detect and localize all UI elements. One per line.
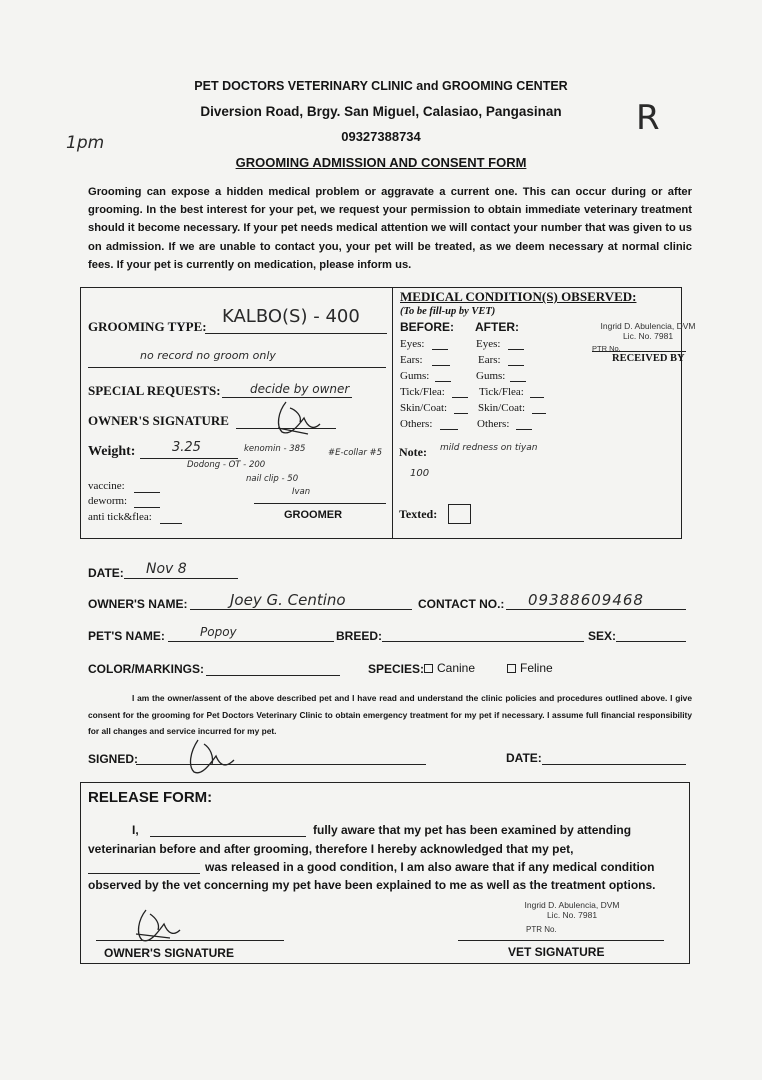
owner-name-line <box>190 609 412 610</box>
owner-signature-label: OWNER'S SIGNATURE <box>88 413 229 428</box>
release-pet-line <box>88 873 200 874</box>
weight-value[interactable]: 3.25 <box>172 440 201 455</box>
release-stamp-ptr: PTR No. <box>526 925 557 934</box>
margin-mark: R <box>636 98 660 138</box>
consent-text: I am the owner/assent of the above described pet and I have read and understand the clinic policies and procedures outlined above. I give consent for the grooming for Pet Doctors Veterinary Clinic to obtain emergency treatment for my pet if necessary. I assume full financial responsibility for all changes and service incurred for my pet. <box>88 693 692 736</box>
before-eyes: Eyes: <box>400 338 425 350</box>
before-tickflea-line <box>452 397 468 398</box>
deworm-line <box>134 507 160 508</box>
grooming-type-value[interactable]: KALBO(S) - 400 <box>222 306 360 327</box>
groomer-name: Ivan <box>292 487 311 497</box>
before-others-line <box>440 429 458 430</box>
canine-label: Canine <box>437 661 476 675</box>
after-gums-line <box>510 381 526 382</box>
after-ears-line <box>508 365 524 366</box>
release-text-2: veterinarian before and after grooming, therefore I hereby acknowledged that my pet, <box>88 842 574 856</box>
signed-label: SIGNED: <box>88 752 139 766</box>
groomer-line <box>254 503 386 504</box>
after-ears: Ears: <box>478 354 501 366</box>
antitick-line <box>160 523 182 524</box>
extra-item-2: Dodong - OT - 200 <box>187 460 266 470</box>
release-owner-signature-label: OWNER'S SIGNATURE <box>104 946 234 960</box>
release-name-line <box>150 836 306 837</box>
signed-signature-image <box>178 736 238 778</box>
after-gums: Gums: <box>476 370 506 382</box>
sex-line <box>616 641 686 642</box>
date-label: DATE: <box>88 566 124 580</box>
before-skincoat-line <box>454 413 468 414</box>
release-i-label: I, <box>132 823 139 837</box>
color-line <box>206 675 340 676</box>
feline-label: Feline <box>520 661 553 675</box>
before-others: Others: <box>400 418 433 430</box>
contact-value[interactable]: 09388609468 <box>528 591 644 609</box>
vet-stamp-top <box>598 321 698 341</box>
after-label: AFTER: <box>475 320 519 334</box>
weight-label: Weight: <box>88 444 136 459</box>
note-label: Note: <box>399 445 427 459</box>
grooming-note-line <box>88 367 386 368</box>
sex-label: SEX: <box>588 629 617 643</box>
date-line <box>124 578 238 579</box>
release-stamp-name: Ingrid D. Abulencia, DVM <box>524 900 620 910</box>
before-tickflea: Tick/Flea: <box>400 386 445 398</box>
extra-item-3: nail clip - 50 <box>246 474 299 484</box>
release-title: RELEASE FORM: <box>88 789 213 806</box>
before-label: BEFORE: <box>400 320 454 334</box>
canine-option[interactable] <box>424 661 475 675</box>
after-skincoat: Skin/Coat: <box>478 402 526 414</box>
vaccine-label: vaccine: <box>88 480 125 492</box>
breed-line <box>382 641 584 642</box>
box-divider <box>392 287 393 539</box>
consent-date-label: DATE: <box>506 751 542 765</box>
after-tickflea: Tick/Flea: <box>479 386 524 398</box>
special-requests-label: SPECIAL REQUESTS: <box>88 383 221 398</box>
before-gums-line <box>435 381 451 382</box>
species-label: SPECIES: <box>368 662 425 676</box>
grooming-type-label: GROOMING TYPE: <box>88 319 207 334</box>
intro-paragraph: Grooming can expose a hidden medical problem or aggravate a current one. This can occur during or after grooming. In the best interest for your pet, we request your permission to obtain immediate veterinary treatment should it become necessary. If your pet needs medical attention we will contact your number that was given to us on admission. If we are unable to contact you, your pet will be treated, as we deem necessary at normal clinic fees. If your pet is currently on medication, please inform us. <box>88 186 692 271</box>
after-skincoat-line <box>532 413 546 414</box>
pet-name-line <box>168 641 334 642</box>
release-owner-signature-image <box>128 904 184 944</box>
consent-date-line <box>542 764 686 765</box>
release-owner-signature-line <box>96 940 284 941</box>
grooming-type-line <box>205 333 387 334</box>
antitick-label: anti tick&flea: <box>88 511 152 523</box>
canine-checkbox[interactable] <box>424 664 433 673</box>
received-by-line <box>592 351 686 352</box>
after-others: Others: <box>477 418 510 430</box>
after-others-line <box>516 429 532 430</box>
before-ears-line <box>432 365 450 366</box>
note-value[interactable]: mild redness on tiyan <box>440 443 538 453</box>
release-text-4: observed by the vet concerning my pet have been explained to me as well as the treatment options. <box>88 878 656 892</box>
release-stamp-lic: Lic. No. 7981 <box>546 910 598 920</box>
pet-name-label: PET'S NAME: <box>88 629 165 643</box>
owner-signature-image <box>268 398 324 438</box>
feline-checkbox[interactable] <box>507 664 516 673</box>
after-eyes-line <box>508 349 524 350</box>
date-value[interactable]: Nov 8 <box>146 561 187 577</box>
clinic-address: Diversion Road, Brgy. San Miguel, Calasiao, Pangasinan <box>200 104 562 119</box>
extra-item-1: kenomin - 385 <box>244 444 306 454</box>
release-vet-signature-line <box>458 940 664 941</box>
owner-name-value[interactable]: Joey G. Centino <box>230 591 346 609</box>
vet-stamp-name: Ingrid D. Abulencia, DVM <box>600 321 696 331</box>
deworm-label: deworm: <box>88 495 128 507</box>
vet-stamp-ptr: PTR No. <box>592 344 621 353</box>
after-tickflea-line <box>530 397 544 398</box>
after-eyes: Eyes: <box>476 338 501 350</box>
special-requests-value[interactable]: decide by owner <box>250 382 350 396</box>
form-title: GROOMING ADMISSION AND CONSENT FORM <box>235 155 527 170</box>
texted-label: Texted: <box>399 507 438 521</box>
color-label: COLOR/MARKINGS: <box>88 662 204 676</box>
vaccine-line <box>134 492 160 493</box>
extra-item-4: #E-collar #5 <box>328 448 383 458</box>
release-text-3: was released in a good condition, I am also aware that if any medical condition <box>205 860 655 874</box>
received-by-label: RECEIVED BY <box>612 353 685 364</box>
owner-name-label: OWNER'S NAME: <box>88 597 188 611</box>
time-note: 1pm <box>66 133 105 153</box>
before-gums: Gums: <box>400 370 430 382</box>
feline-option[interactable] <box>507 661 553 675</box>
release-vet-stamp <box>520 900 624 920</box>
release-text-1: fully aware that my pet has been examined by attending <box>313 823 632 837</box>
clinic-phone: 09327388734 <box>341 129 421 144</box>
contact-line <box>506 609 686 610</box>
contact-label: CONTACT NO.: <box>418 597 505 611</box>
before-eyes-line <box>432 349 448 350</box>
texted-checkbox[interactable] <box>448 504 471 524</box>
pet-name-value[interactable]: Popoy <box>200 625 237 639</box>
medical-title: MEDICAL CONDITION(S) OBSERVED: <box>400 289 637 304</box>
vet-stamp-lic: Lic. No. 7981 <box>622 331 674 341</box>
before-ears: Ears: <box>400 354 423 366</box>
medical-subtitle: (To be fill-up by VET) <box>400 306 496 317</box>
release-vet-signature-label: VET SIGNATURE <box>508 945 605 959</box>
clinic-name: PET DOCTORS VETERINARY CLINIC and GROOMING CENTER <box>194 79 568 93</box>
weight-line <box>140 458 238 459</box>
note-value-2: 100 <box>410 468 430 479</box>
groomer-label: GROOMER <box>284 509 343 521</box>
breed-label: BREED: <box>336 629 383 643</box>
grooming-note: no record no groom only <box>140 349 276 362</box>
before-skincoat: Skin/Coat: <box>400 402 448 414</box>
